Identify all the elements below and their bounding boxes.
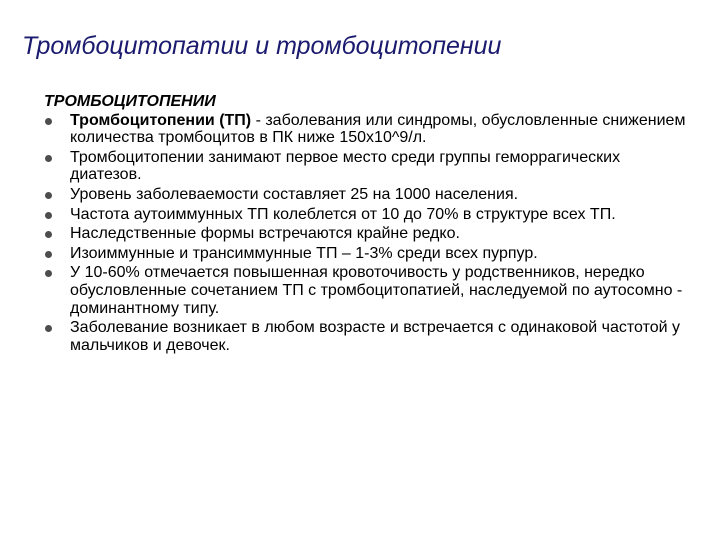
item-text: Тромбоцитопении занимают первое место среди группы геморрагических диатезов. xyxy=(70,148,621,184)
list-item xyxy=(44,186,694,204)
item-text: - заболевания или синдромы, обусловленные снижением количества тромбоцитов в ПК ниже 150x10^9/л. xyxy=(70,111,686,147)
bullet-icon xyxy=(45,155,52,162)
bullet-icon xyxy=(45,118,52,125)
item-text: У 10-60% отмечается повышенная кровоточивость у родственников, нередко обусловленные сочетанием ТП с тромбоцитопатией, наследуемой по аутосомно - доминантному типу. xyxy=(70,264,683,317)
bullet-icon xyxy=(45,270,52,277)
bullet-list xyxy=(44,112,694,355)
list-item xyxy=(44,245,694,263)
list-item xyxy=(44,225,694,243)
slide-content xyxy=(44,93,694,356)
item-bold-text: Тромбоцитопении (ТП) xyxy=(70,111,252,129)
list-item xyxy=(44,264,694,317)
bullet-icon xyxy=(45,231,52,238)
list-item xyxy=(44,112,694,147)
item-text: Уровень заболеваемости составляет 25 на 1000 населения. xyxy=(70,185,519,203)
bullet-icon xyxy=(45,251,52,258)
bullet-icon xyxy=(45,325,52,332)
list-item xyxy=(44,206,694,224)
slide-title: Тромбоцитопатии и тромбоцитопении xyxy=(22,32,502,60)
item-text: Заболевание возникает в любом возрасте и встречается с одинаковой частотой у мальчиков и девочек. xyxy=(70,319,681,354)
item-text: Частота аутоиммунных ТП колеблется от 10 до 70% в структуре всех ТП. xyxy=(70,205,616,223)
section-heading: ТРОМБОЦИТОПЕНИИ xyxy=(44,93,216,110)
item-text: Изоиммунные и трансиммунные ТП – 1-3% среди всех пурпур. xyxy=(70,244,538,262)
item-text: Наследственные формы встречаются крайне редко. xyxy=(70,225,460,243)
list-item xyxy=(44,149,694,184)
bullet-icon xyxy=(45,212,52,219)
bullet-icon xyxy=(45,192,52,199)
list-item xyxy=(44,319,694,354)
